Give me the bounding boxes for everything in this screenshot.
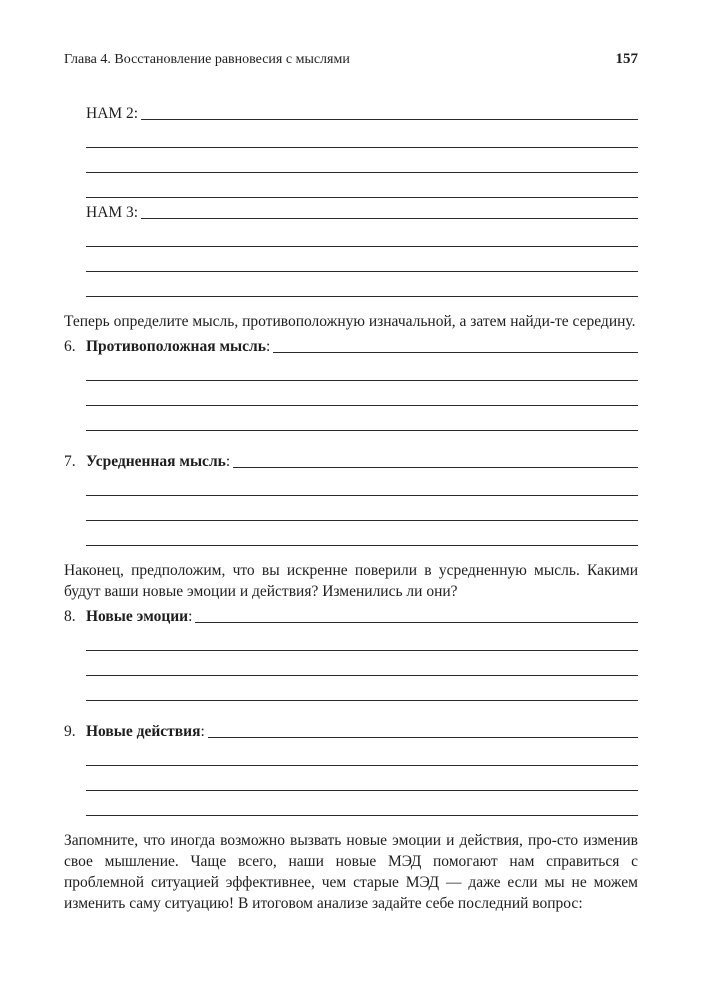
answer-line[interactable]: [195, 621, 638, 623]
answer-line[interactable]: [86, 406, 638, 431]
nam2-field[interactable]: [64, 99, 638, 123]
answer-line[interactable]: [86, 651, 638, 676]
item-number: 7.: [64, 453, 76, 470]
item-number: 6.: [64, 338, 76, 355]
instruction-paragraph: Теперь определите мысль, противоположную изначальной, а затем найди-те середину.: [64, 313, 636, 330]
new-emotions-field[interactable]: [64, 602, 638, 626]
averaged-thought-field[interactable]: [64, 447, 638, 471]
answer-line[interactable]: [86, 148, 638, 173]
answer-line[interactable]: [86, 791, 638, 816]
answer-line[interactable]: [141, 217, 638, 219]
worksheet-body: [64, 99, 638, 914]
item-number: 9.: [64, 723, 76, 740]
page-number: 157: [615, 51, 638, 67]
new-actions-label: Новые действия: [86, 723, 201, 740]
opposite-thought-field[interactable]: [64, 332, 638, 356]
answer-line[interactable]: [86, 173, 638, 198]
answer-line[interactable]: [86, 123, 638, 148]
answer-line[interactable]: [86, 272, 638, 297]
label-colon: :: [188, 608, 193, 625]
answer-line[interactable]: [86, 741, 638, 766]
answer-line[interactable]: [86, 247, 638, 272]
averaged-thought-label: Усредненная мысль: [86, 453, 226, 470]
nam3-label: НАМ 3:: [86, 204, 139, 221]
label-colon: :: [200, 723, 205, 740]
nam3-field[interactable]: [64, 198, 638, 222]
chapter-title: Глава 4. Восстановление равновесия с мыслями: [64, 52, 350, 67]
answer-line[interactable]: [86, 356, 638, 381]
label-colon: :: [225, 453, 231, 470]
label-colon: :: [265, 338, 271, 355]
closing-paragraph: Запомните, что иногда возможно вызвать новые эмоции и действия, про-сто изменив свое мышление. Чаще всего, наши новые МЭД помогают нам справиться с проблемной ситуацией эффективнее, чем старые МЭД — даже если мы не можем изменить саму ситуацию! В итоговом анализе задайте себе последний вопрос:: [64, 832, 638, 912]
new-actions-field[interactable]: [64, 717, 638, 741]
answer-line[interactable]: [233, 466, 638, 468]
running-header: [64, 51, 638, 71]
answer-line[interactable]: [86, 676, 638, 701]
opposite-thought-label: Противоположная мысль: [86, 338, 266, 355]
instruction-paragraph: Наконец, предположим, что вы искренне поверили в усредненную мысль. Какими будут ваши новые эмоции и действия? Изменились ли они?: [64, 562, 638, 600]
answer-line[interactable]: [86, 222, 638, 247]
new-emotions-label: Новые эмоции: [86, 608, 189, 625]
nam2-label: НАМ 2:: [86, 105, 139, 122]
answer-line[interactable]: [273, 351, 638, 353]
answer-line[interactable]: [86, 626, 638, 651]
answer-line[interactable]: [86, 381, 638, 406]
item-number: 8.: [64, 608, 76, 625]
answer-line[interactable]: [86, 471, 638, 496]
answer-line[interactable]: [86, 496, 638, 521]
answer-line[interactable]: [141, 118, 638, 120]
answer-line[interactable]: [208, 736, 638, 738]
answer-line[interactable]: [86, 521, 638, 546]
answer-line[interactable]: [86, 766, 638, 791]
